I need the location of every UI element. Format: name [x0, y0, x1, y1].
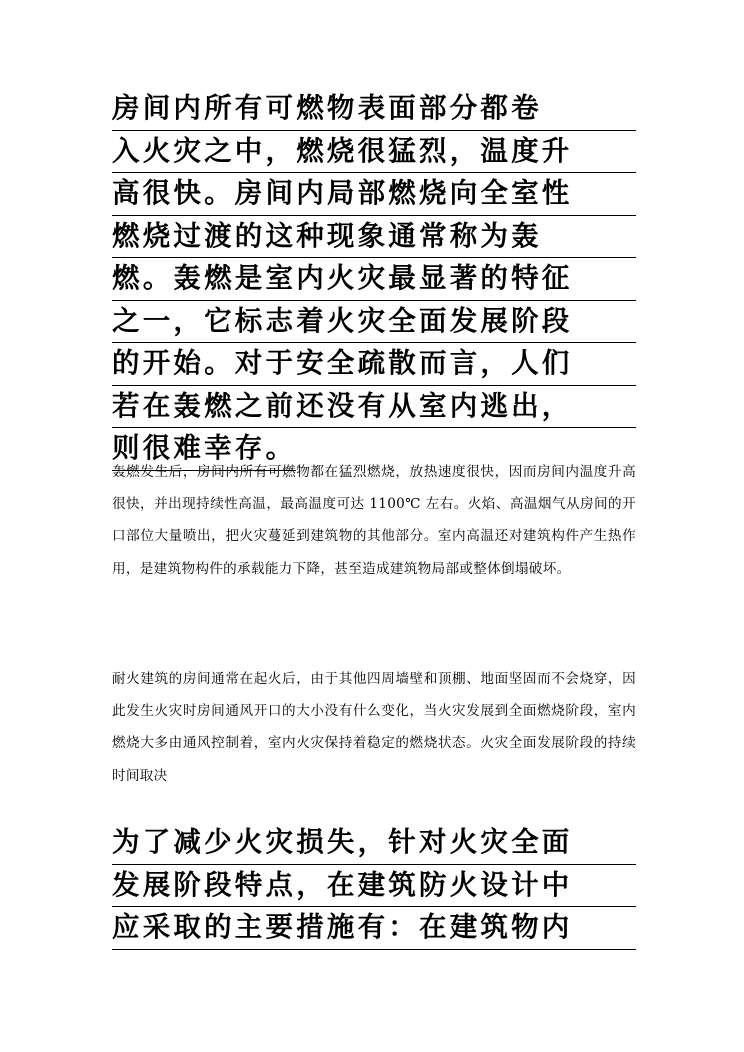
heading-line: 发展阶段特点，在建筑防火设计中	[112, 865, 636, 908]
heading-line: 应采取的主要措施有：在建筑物内	[112, 907, 636, 950]
heading-line: 的开始。对于安全疏散而言，人们	[112, 343, 636, 386]
heading-line: 燃。轰燃是室内火灾最显著的特征	[112, 258, 636, 301]
heading-line: 燃烧过渡的这种现象通常称为轰	[112, 216, 636, 259]
heading-line: 为了减少火灾损失，针对火灾全面	[112, 822, 636, 865]
heading-line: 高很快。房间内局部燃烧向全室性	[112, 173, 636, 216]
heading-line: 房间内所有可燃物表面部分都卷	[112, 88, 636, 131]
heading-line: 入火灾之中，燃烧很猛烈，温度升	[112, 131, 636, 174]
heading-line: 之一，它标志着火灾全面发展阶段	[112, 301, 636, 344]
heading-block-2	[112, 822, 636, 950]
heading-block-1	[112, 88, 636, 478]
heading-line: 若在轰燃之前还没有从室内逃出，	[112, 386, 636, 429]
body-paragraph-1: 轰燃发生后，房间内所有可燃物都在猛烈燃烧，放热速度很快，因而房间内温度升高很快，并出现持续性高温，最高温度可达 1100℃ 左右。火焰、高温烟气从房间的开口部位大量喷出，把火灾蔓延到建筑物的其他部分。室内高温还对建筑构件产生热作用，是建筑物构件的承载能力下降，甚至造成建筑物局部或整体倒塌破坏。	[112, 464, 636, 577]
heading-line: 则很难幸存。	[112, 428, 296, 471]
body-paragraph-2: 耐火建筑的房间通常在起火后，由于其他四周墙壁和顶棚、地面坚固而不会烧穿，因此发生火灾时房间通风开口的大小没有什么变化，当火灾发展到全面燃烧阶段，室内燃烧大多由通风控制着，室内火灾保持着稳定的燃烧状态。火灾全面发展阶段的持续时间取决	[112, 671, 636, 784]
